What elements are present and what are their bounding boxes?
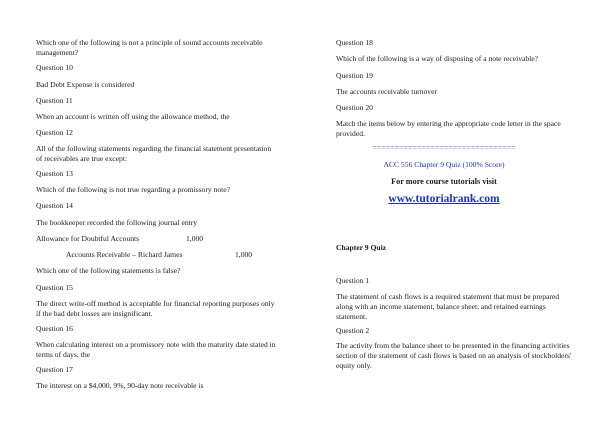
question-15-text: The direct write-off method is acceptable for financial reporting purposes only if the bad debt losses are insignificant. bbox=[36, 299, 275, 318]
question-18-text: Which of the following is a way of disposing of a note receivable? bbox=[336, 54, 539, 63]
journal-credit-row bbox=[36, 250, 276, 260]
question-17-text: The interest on a $4,000, 9%, 90-day note receivable is bbox=[36, 381, 204, 390]
question-17-label: Question 17 bbox=[36, 365, 73, 374]
chapter-question-2-text: The activity from the balance sheet to be presented in the financing activities section of the statement of cash flows is based on an analysis of stockholders' equity only. bbox=[336, 341, 572, 370]
chapter-question-2-label: Question 2 bbox=[336, 326, 370, 335]
question-20-label: Question 20 bbox=[336, 103, 373, 112]
question-16-text: When calculating interest on a promissory note with the maturity date stated in terms of days, the bbox=[36, 340, 276, 359]
question-13-label: Question 13 bbox=[36, 169, 73, 178]
question-10-label: Question 10 bbox=[36, 63, 73, 72]
more-tutorials-text: For more course tutorials visit bbox=[391, 177, 497, 186]
question-19-text: The accounts receivable turnover bbox=[336, 87, 437, 96]
question-13-text: Which of the following is not true regarding a promissory note? bbox=[36, 185, 231, 194]
question-14-question: Which one of the following statements is false? bbox=[36, 266, 181, 275]
question-11-text: When an account is written off using the allowance method, the bbox=[36, 112, 230, 121]
journal-debit-row bbox=[36, 234, 276, 244]
question-14-label: Question 14 bbox=[36, 201, 73, 210]
question-12-label: Question 12 bbox=[36, 128, 73, 137]
chapter-question-1-text: The statement of cash flows is a required statement that must be prepared along with an income statement, balance sheet, and retained earnings statement. bbox=[336, 292, 560, 321]
question-9-text: Which one of the following is not a principle of sound accounts receivable management? bbox=[36, 38, 263, 57]
journal-debit-amount: 1,000 bbox=[186, 234, 204, 243]
journal-credit-amount: 1,000 bbox=[235, 250, 253, 259]
question-10-text: Bad Debt Expense is considered bbox=[36, 80, 135, 89]
chapter-heading: Chapter 9 Quiz bbox=[336, 243, 387, 252]
question-19-label: Question 19 bbox=[336, 71, 373, 80]
question-16-label: Question 16 bbox=[36, 324, 73, 333]
question-20-text: Match the items below by entering the appropriate code letter in the space provided. bbox=[336, 119, 561, 138]
quiz-link[interactable]: ACC 556 Chapter 9 Quiz (100% Score) bbox=[383, 160, 505, 169]
separator-line: ================================ bbox=[372, 143, 516, 152]
site-link[interactable]: www.tutorialrank.com bbox=[388, 193, 500, 205]
journal-credit-account: Accounts Receivable – Richard James bbox=[66, 250, 183, 259]
question-14-text: The bookkeeper recorded the following journal entry bbox=[36, 218, 198, 227]
question-18-label: Question 18 bbox=[336, 38, 373, 47]
chapter-question-1-label: Question 1 bbox=[336, 276, 370, 285]
journal-debit-account: Allowance for Doubtful Accounts bbox=[36, 234, 140, 243]
question-11-label: Question 11 bbox=[36, 96, 73, 105]
question-12-text: All of the following statements regarding the financial statement presentation of receivables are true except: bbox=[36, 144, 272, 163]
question-15-label: Question 15 bbox=[36, 283, 73, 292]
